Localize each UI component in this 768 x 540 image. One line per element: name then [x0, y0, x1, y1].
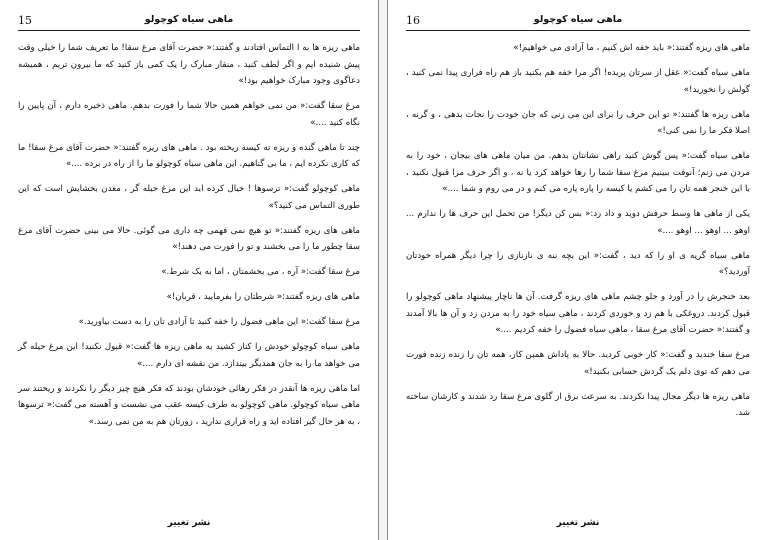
- paragraph: ماهی ریزه ها گفتند:« تو این حرف را برای این می زنی که جان خودت را نجات بدهی ، و گرنه ، اصلا فکر ما را نمی کنی!»: [406, 109, 750, 136]
- right-page-body: [406, 40, 750, 430]
- paragraph: یکی از ماهی ها وسط حرفش دوید و داد زد:« بس کن دیگر! من تحمل این حرف ها را ندارم ... اوهو ... اوهو ... اوهو ....»: [406, 209, 750, 236]
- paragraph: ماهی های ریزه گفتند:« باید خفه اش کنیم ، ما آزادی می خواهیم!»: [513, 43, 750, 53]
- paragraph: ماهی کوچولو گفت:« ترسوها ! خیال کرده اید این مرغ حیله گر ، معدن بخشایش است که این طوری التماس می کنید؟»: [18, 184, 360, 211]
- paragraph: مرغ سقا گفت:« من نمی خواهم همین حالا شما را فورت بدهم. ماهی ذخیره دارم ، آن پایین را نگاه کنید ....»: [18, 101, 360, 128]
- paragraph: ماهی های ریزه گفتند:« تو هیچ نمی فهمی چه داری می گوئی. حالا می بینی حضرت آقای مرغ سقا چطور ما را می بخشند و تو را فورت می دهند!»: [18, 225, 360, 252]
- left-running-title: ماهی سیاه کوچولو: [144, 14, 234, 25]
- book-spine-divider: [378, 0, 388, 540]
- paragraph: ماهی ریزه ها دیگر مجال پیدا نکردند. به سرعت برق از گلوی مرغ سقا رد شدند و کارشان ساخته شد.: [406, 391, 750, 418]
- paragraph: چند تا ماهی گنده و ریزه ته کیسه ریخته بود . ماهی های ریزه گفتند:« حضرت آقای مرغ سقا! ما که کاری نکرده ایم ، ما بی گناهیم. این ماهی سیاه کوچولو ما را از راه در برده ....»: [18, 142, 360, 169]
- right-page: [388, 0, 768, 540]
- right-page-header: [406, 14, 750, 31]
- left-page: [0, 0, 378, 540]
- left-page-footer: نشر تغییر: [167, 518, 211, 528]
- right-page-number: 16: [406, 14, 420, 27]
- left-page-number: 15: [18, 14, 32, 27]
- paragraph: مرغ سقا گفت:« این ماهی فضول را خفه کنید تا آزادی تان را به دست بیاورید.»: [78, 317, 360, 327]
- paragraph: ماهی سیاه کوچولو خودش را کنار کشید به ماهی ریزه ها گفت:« قبول نکنید! این مرغ حیله گر می خواهد ما را به جان همدیگر بیندازد. من نقشه ای دارم ....»: [18, 342, 360, 369]
- right-page-footer: نشر تغییر: [556, 518, 600, 528]
- paragraph: مرغ سقا خندید و گفت:« کار خوبی کردید. حالا به پاداش همین کار، همه تان را زنده زنده فورت می دهم که توی دلم یک گردش حسابی بکنید!»: [406, 350, 750, 377]
- paragraph: ماهی سیاه گفت:« پس گوش کنید راهی نشانتان بدهم. من میان ماهی های بیجان ، خود را به مردن می زنم؛ آنوقت ببینیم مرغ سقا شما را رها خواهد کرد یا نه ، و اگر حرف مرا قبول نکنید ، با این خنجر همه تان را می کشم یا کیسه را پاره پاره می کنم و در می روم و شما ....»: [406, 151, 750, 194]
- paragraph: مرغ سقا گفت:« آره ، می بخشمتان ، اما به یک شرط.»: [161, 267, 360, 277]
- left-page-header: [18, 14, 360, 31]
- right-running-title: ماهی سیاه کوچولو: [533, 14, 623, 25]
- paragraph: ماهی سیاه گفت:« عقل از سرتان پریده! اگر مرا خفه هم بکنید باز هم راه فراری پیدا نمی کنید ، گولش را نخورید!»: [406, 68, 750, 95]
- paragraph: بعد خنجرش را در آورد و جلو چشم ماهی های ریزه گرفت. آن ها ناچار پیشنهاد ماهی کوچولو را قبول کردند. دروغکی با هم زد و خوردی کردند ، ماهی سیاه خود را به مردن زد و آن ها بالا آمدند و گفتند:« حضرت آقای مرغ سقا ، ماهی سیاه فضول را خفه کردیم ....»: [406, 292, 750, 335]
- paragraph: ماهی های ریزه گفتند:« شرطتان را بفرمایید ، قربان!»: [166, 292, 360, 302]
- left-page-body: [18, 40, 360, 439]
- paragraph: اما ماهی ریزه ها آنقدر در فکر رهائی خودشان بودند که فکر هیچ چیز دیگر را نکردند و ریختند سر ماهی سیاه کوچولو. ماهی کوچولو به طرف کیسه عقب می نشست و آهسته می گفت:« ترسوها ، به هر حال گیر افتاده اید و راه فراری ندارید ، زورتان هم به من نمی رسد.»: [18, 383, 360, 427]
- paragraph: ماهی ریزه ها به ا التماس افتادند و گفتند:« حضرت آقای مرغ سقا! ما تعریف شما را خیلی وقت پیش شنیده ایم و اگر لطف کنید ، منقار مبارک را یک کمی باز کنید که ما بیرون تریم ، همیشه دعاگوی وجود مبارک خواهیم بود!»: [18, 43, 360, 86]
- paragraph: ماهی سیاه گریه ی او را که دید ، گفت:« این بچه ننه ی نازنازی را چرا دیگر همراه خودتان آوردید؟»: [406, 250, 750, 277]
